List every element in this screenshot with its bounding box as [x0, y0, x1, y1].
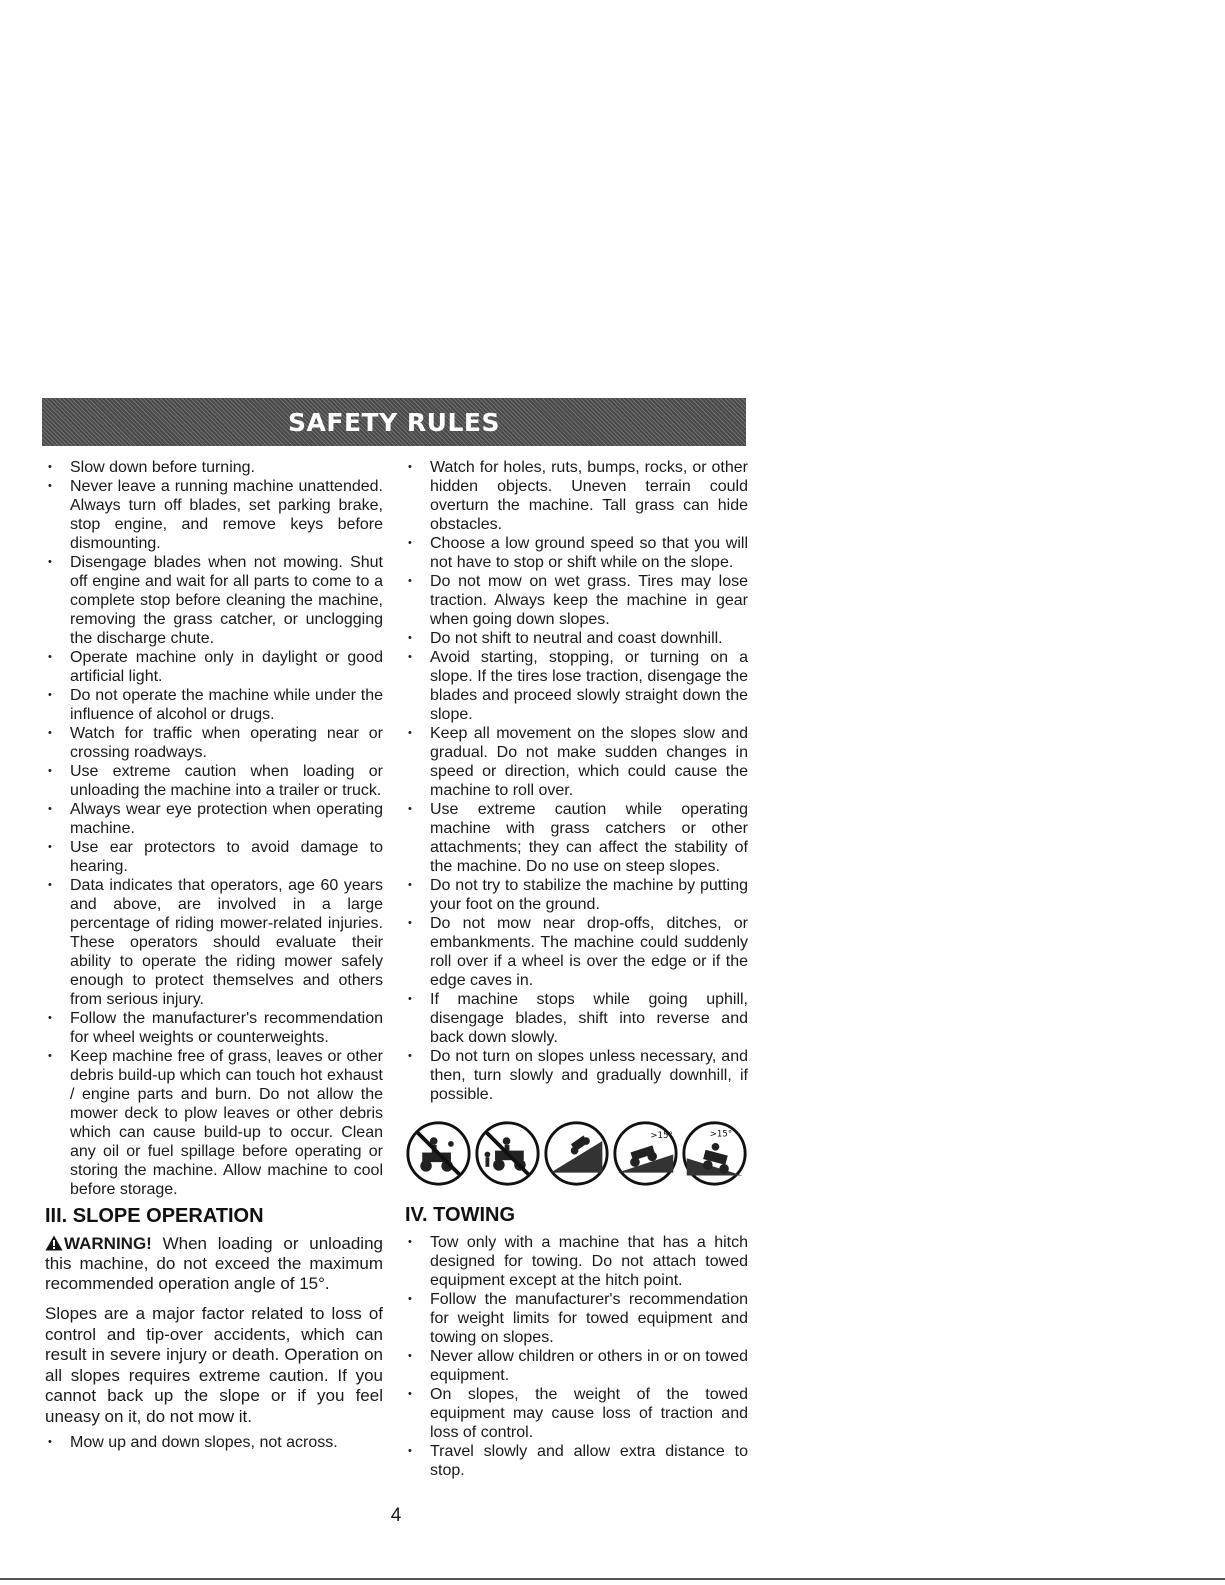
list-item: • Data indicates that operators, age 60 years and above, are involved in a large percentage of riding mower-related injuries. These operators should evaluate their ability to operate the riding mower safely enough to protect themselves and others from serious injury.: [45, 876, 383, 1009]
towing-heading: IV. TOWING: [405, 1204, 516, 1226]
left-column: [45, 458, 383, 1452]
warning-triangle-icon: [45, 1235, 63, 1251]
towing-bullet-list: [405, 1233, 748, 1480]
right-column: [405, 458, 748, 1480]
page-title: SAFETY RULES: [288, 407, 500, 437]
list-item: • Do not try to stabilize the machine by putting your foot on the ground.: [405, 876, 748, 914]
warning-label: WARNING!: [64, 1234, 152, 1253]
slope-rollover-pictogram-icon: [543, 1120, 610, 1187]
list-item: • Do not operate the machine while under the influence of alcohol or drugs.: [45, 686, 383, 724]
slope-bullet-list: [45, 1433, 383, 1452]
slope-angle-pictogram-icon: [612, 1120, 679, 1187]
list-item: • Watch for traffic when operating near or crossing roadways.: [45, 724, 383, 762]
angle-label: >15°: [650, 1130, 673, 1141]
list-item: • Keep machine free of grass, leaves or other debris build-up which can touch hot exhaust / engine parts and burn. Do not allow the mower deck to plow leaves or other debris which can cause build-up to occur. Clean any oil or fuel spillage before operating or storing the machine. Allow machine to cool before storage.: [45, 1047, 383, 1199]
safety-rules-banner: [42, 398, 746, 446]
list-item: • Do not turn on slopes unless necessary, and then, turn slowly and gradually downhill, if possible.: [405, 1047, 748, 1104]
list-item: • Use extreme caution while operating machine with grass catchers or other attachments; they can affect the stability of the machine. Do no use on steep slopes.: [405, 800, 748, 876]
list-item: • Avoid starting, stopping, or turning on a slope. If the tires lose traction, disengage the blades and proceed slowly straight down the slope.: [405, 648, 748, 724]
list-item: • Always wear eye protection when operating machine.: [45, 800, 383, 838]
list-item: • Do not shift to neutral and coast downhill.: [405, 629, 748, 648]
right-bullet-list: [405, 458, 748, 1104]
list-item: • Slow down before turning.: [45, 458, 383, 477]
list-item: • Never allow children or others in or on towed equipment.: [405, 1347, 748, 1385]
list-item: • Keep all movement on the slopes slow and gradual. Do not make sudden changes in speed or direction, which could cause the machine to roll over.: [405, 724, 748, 800]
list-item: • Follow the manufacturer's recommendation for wheel weights or counterweights.: [45, 1009, 383, 1047]
page-number: 4: [390, 1505, 402, 1526]
list-item: • Disengage blades when not mowing. Shut off engine and wait for all parts to come to a complete stop before cleaning the machine, removing the grass catcher, or unclogging the discharge chute.: [45, 553, 383, 648]
list-item: • Do not mow on wet grass. Tires may lose traction. Always keep the machine in gear when going down slopes.: [405, 572, 748, 629]
warning-text: When loading or unloading this machine, do not exceed the maximum recommended operation angle of 15°.: [45, 1234, 383, 1293]
no-passengers-pictogram-icon: [405, 1120, 472, 1187]
slope-limit-pictogram-icon: [681, 1120, 748, 1187]
list-item: • Tow only with a machine that has a hitch designed for towing. Do not attach towed equipment except at the hitch point.: [405, 1233, 748, 1290]
list-item: • Do not mow near drop-offs, ditches, or embankments. The machine could suddenly roll over if a wheel is over the edge or if the edge caves in.: [405, 914, 748, 990]
list-item: • Watch for holes, ruts, bumps, rocks, or other hidden objects. Uneven terrain could overturn the machine. Tall grass can hide obstacles.: [405, 458, 748, 534]
list-item: • Operate machine only in daylight or good artificial light.: [45, 648, 383, 686]
list-item: • If machine stops while going uphill, disengage blades, shift into reverse and back down slowly.: [405, 990, 748, 1047]
no-children-pictogram-icon: [474, 1120, 541, 1187]
list-item: • Choose a low ground speed so that you will not have to stop or shift while on the slope.: [405, 534, 748, 572]
left-bullet-list: [45, 458, 383, 1199]
list-item: • Use ear protectors to avoid damage to hearing.: [45, 838, 383, 876]
list-item: • Travel slowly and allow extra distance to stop.: [405, 1442, 748, 1480]
list-item: • Mow up and down slopes, not across.: [45, 1433, 383, 1452]
angle-label: >15°: [709, 1128, 733, 1139]
list-item: • Never leave a running machine unattended. Always turn off blades, set parking brake, stop engine, and remove keys before dismounting.: [45, 477, 383, 553]
list-item: • Use extreme caution when loading or unloading the machine into a trailer or truck.: [45, 762, 383, 800]
slope-paragraph: Slopes are a major factor related to loss of control and tip-over accidents, which can result in severe injury or death. Operation on all slopes requires extreme caution. If you cannot back up the slope or if you feel uneasy on it, do not mow it.: [45, 1304, 383, 1426]
list-item: • Follow the manufacturer's recommendation for weight limits for towed equipment and towing on slopes.: [405, 1290, 748, 1347]
bottom-divider: [0, 1578, 1225, 1580]
safety-pictogram-row: [405, 1114, 748, 1192]
slope-operation-heading: III. SLOPE OPERATION: [45, 1205, 264, 1227]
list-item: • On slopes, the weight of the towed equipment may cause loss of traction and loss of control.: [405, 1385, 748, 1442]
slope-warning: [45, 1234, 383, 1294]
